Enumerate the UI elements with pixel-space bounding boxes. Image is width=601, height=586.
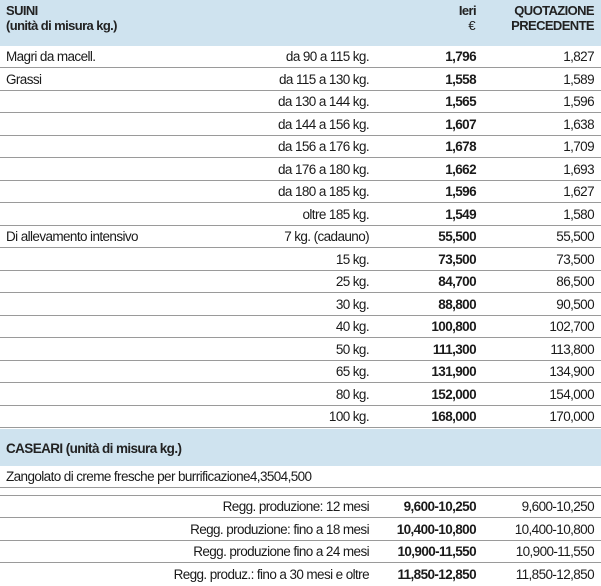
row-ieri-value: 152,000 [431,386,476,402]
row-prec-value: 170,000 [549,409,594,424]
row-label: Magri da macell. [6,49,96,64]
row-range: da 130 a 144 kg. [278,94,369,109]
row-range: da 180 a 185 kg. [278,184,369,199]
row-label: Grassi [6,71,42,87]
row-ieri-value: 111,300 [432,341,476,357]
suini-table-row [0,91,601,113]
row-prec-value: 73,500 [556,251,594,267]
zangolato-label: Zangolato di creme fresche per burrificazione4,3504,500 [6,469,312,484]
row-prec-value: 1,596 [563,94,594,109]
row-ieri-value: 1,565 [445,94,476,109]
col-ieri-header: Ieri [458,3,476,18]
row-ieri-value: 10,400-10,800 [396,521,476,537]
row-prec-value: 1,638 [563,116,594,132]
col-ieri-currency: € [468,18,475,33]
row-prec-value: 90,500 [556,296,594,312]
row-ieri-value: 1,558 [445,71,476,87]
row-ieri-value: 1,596 [445,184,476,199]
row-ieri-value: 100,800 [431,319,476,334]
suini-table-row [0,159,601,181]
row-prec-value: 10,900-11,550 [515,544,594,559]
caseari-title: CASEARI (unità di misura kg.) [6,441,182,456]
row-range: Regg. produz.: fino a 30 mesi e oltre [173,566,369,582]
caseari-separator [0,495,601,496]
row-ieri-value: 10,900-11,550 [397,544,476,559]
row-prec-value: 134,900 [549,364,594,379]
row-ieri-value: 9,600-10,250 [403,499,476,514]
suini-table-row [0,316,601,338]
row-prec-value: 1,589 [563,71,594,87]
row-ieri-value: 73,500 [438,251,476,267]
suini-table-row [0,249,601,271]
caseari-table-row [0,519,601,541]
row-range: 50 kg. [335,341,369,357]
row-prec-value: 154,000 [549,386,594,402]
row-prec-value: 11,850-12,850 [515,566,594,582]
suini-table-row [0,69,601,91]
row-range: 30 kg. [335,296,369,312]
suini-table-row [0,406,601,428]
row-ieri-value: 84,700 [438,274,476,289]
row-prec-value: 10,400-10,800 [514,521,594,537]
row-prec-value: 1,693 [563,161,594,177]
row-range: da 156 a 176 kg. [278,139,369,154]
row-range: 80 kg. [335,386,369,402]
row-prec-value: 1,709 [563,139,594,154]
row-prec-value: 113,800 [550,341,594,357]
row-range: 7 kg. (cadauno) [284,229,369,244]
row-ieri-value: 168,000 [431,409,476,424]
row-ieri-value: 55,500 [438,229,476,244]
suini-table-row [0,271,601,293]
row-ieri-value: 1,607 [445,116,476,132]
suini-table-row [0,339,601,361]
row-prec-value: 1,827 [563,49,594,64]
row-ieri-value: 1,549 [445,206,476,222]
row-range: 25 kg. [335,274,369,289]
suini-subtitle: (unità di misura kg.) [6,18,117,33]
row-prec-value: 1,627 [563,184,594,199]
row-ieri-value: 11,850-12,850 [397,566,476,582]
row-label: Di allevamento intensivo [6,229,138,244]
row-ieri-value: 1,678 [445,139,476,154]
suini-table-row [0,294,601,316]
caseari-table-row [0,541,601,563]
row-range: 100 kg. [328,409,369,424]
row-ieri-value: 131,900 [431,364,476,379]
suini-table-row [0,204,601,226]
row-range: Regg. produzione: 12 mesi [222,499,369,514]
row-prec-value: 9,600-10,250 [521,499,594,514]
row-range: Regg. produzione: fino a 18 mesi [190,521,369,537]
row-prec-value: 55,500 [556,229,594,244]
zangolato-row [0,466,601,488]
row-ieri-value: 1,796 [445,49,476,64]
suini-title: SUINI [6,3,38,18]
suini-table-row [0,361,601,383]
row-range: da 176 a 180 kg. [278,161,369,177]
col-prec-header-2: PRECEDENTE [511,18,594,33]
row-prec-value: 1,580 [563,206,594,222]
suini-table-row [0,114,601,136]
row-range: oltre 185 kg. [302,206,369,222]
suini-table-row [0,46,601,68]
suini-table-row [0,181,601,203]
col-prec-header-1: QUOTAZIONE [514,3,594,18]
row-range: Regg. produzione fino a 24 mesi [193,544,369,559]
row-ieri-value: 1,662 [445,161,476,177]
row-range: da 144 a 156 kg. [278,116,369,132]
row-range: da 115 a 130 kg. [279,71,369,87]
row-range: 40 kg. [335,319,369,334]
row-ieri-value: 88,800 [438,296,476,312]
row-prec-value: 102,700 [549,319,594,334]
caseari-table-row [0,564,601,586]
caseari-table-row [0,496,601,518]
suini-table-row [0,136,601,158]
row-range: 15 kg. [335,251,369,267]
row-prec-value: 86,500 [556,274,594,289]
row-range: 65 kg. [335,364,369,379]
row-range: da 90 a 115 kg. [285,49,369,64]
suini-table-row [0,384,601,406]
suini-table-row [0,226,601,248]
